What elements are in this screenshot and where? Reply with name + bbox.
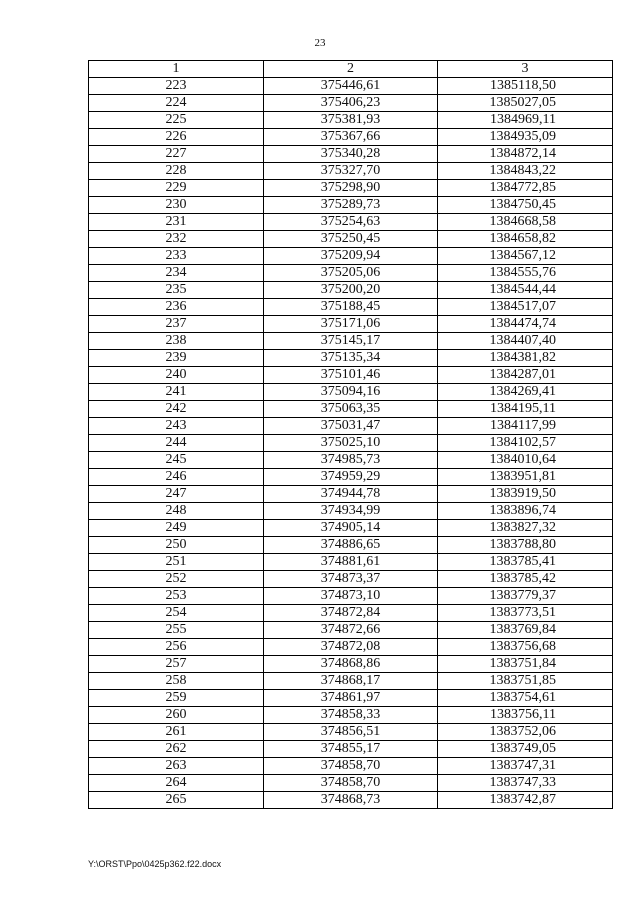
table-row: [89, 129, 613, 146]
point-number-cell: 252: [89, 571, 264, 588]
x-coordinate-cell: 375205,06: [264, 265, 438, 282]
point-number-cell: 246: [89, 469, 264, 486]
table-row: [89, 469, 613, 486]
point-number-cell: 258: [89, 673, 264, 690]
table-row: [89, 163, 613, 180]
x-coordinate-cell: 374881,61: [264, 554, 438, 571]
point-number-cell: 225: [89, 112, 264, 129]
y-coordinate-cell: 1384772,85: [438, 180, 613, 197]
point-number-cell: 247: [89, 486, 264, 503]
y-coordinate-cell: 1385027,05: [438, 95, 613, 112]
table-row: [89, 622, 613, 639]
x-coordinate-cell: 374873,10: [264, 588, 438, 605]
y-coordinate-cell: 1383773,51: [438, 605, 613, 622]
point-number-cell: 224: [89, 95, 264, 112]
point-number-cell: 263: [89, 758, 264, 775]
table-row: [89, 146, 613, 163]
y-coordinate-cell: 1383754,61: [438, 690, 613, 707]
y-coordinate-cell: 1384102,57: [438, 435, 613, 452]
table-row: [89, 554, 613, 571]
x-coordinate-cell: 375406,23: [264, 95, 438, 112]
y-coordinate-cell: 1384544,44: [438, 282, 613, 299]
y-coordinate-cell: 1384658,82: [438, 231, 613, 248]
point-number-cell: 227: [89, 146, 264, 163]
table-row: [89, 333, 613, 350]
point-number-cell: 234: [89, 265, 264, 282]
footer-file-path: Y:\ORST\Ppo\0425p362.f22.docx: [88, 859, 222, 869]
table-row: [89, 452, 613, 469]
y-coordinate-cell: 1384750,45: [438, 197, 613, 214]
point-number-cell: 245: [89, 452, 264, 469]
point-number-cell: 232: [89, 231, 264, 248]
table-row: [89, 673, 613, 690]
x-coordinate-cell: 375340,28: [264, 146, 438, 163]
table-row: [89, 299, 613, 316]
y-coordinate-cell: 1383747,31: [438, 758, 613, 775]
table-row: [89, 112, 613, 129]
point-number-cell: 253: [89, 588, 264, 605]
x-coordinate-cell: 374872,84: [264, 605, 438, 622]
point-number-cell: 241: [89, 384, 264, 401]
x-coordinate-cell: 374858,70: [264, 758, 438, 775]
y-coordinate-cell: 1383779,37: [438, 588, 613, 605]
coordinates-table: [88, 60, 613, 809]
x-coordinate-cell: 375025,10: [264, 435, 438, 452]
x-coordinate-cell: 375171,06: [264, 316, 438, 333]
table-row: [89, 690, 613, 707]
x-coordinate-cell: 375250,45: [264, 231, 438, 248]
column-header-2: 2: [264, 61, 438, 78]
y-coordinate-cell: 1383785,41: [438, 554, 613, 571]
y-coordinate-cell: 1384935,09: [438, 129, 613, 146]
table-row: [89, 367, 613, 384]
x-coordinate-cell: 375367,66: [264, 129, 438, 146]
x-coordinate-cell: 375094,16: [264, 384, 438, 401]
x-coordinate-cell: 375254,63: [264, 214, 438, 231]
y-coordinate-cell: 1383749,05: [438, 741, 613, 758]
x-coordinate-cell: 375200,20: [264, 282, 438, 299]
point-number-cell: 233: [89, 248, 264, 265]
point-number-cell: 255: [89, 622, 264, 639]
y-coordinate-cell: 1383788,80: [438, 537, 613, 554]
table-row: [89, 758, 613, 775]
table-header: [89, 61, 613, 78]
x-coordinate-cell: 374856,51: [264, 724, 438, 741]
point-number-cell: 231: [89, 214, 264, 231]
x-coordinate-cell: 374959,29: [264, 469, 438, 486]
point-number-cell: 235: [89, 282, 264, 299]
table-row: [89, 775, 613, 792]
point-number-cell: 237: [89, 316, 264, 333]
table-row: [89, 418, 613, 435]
point-number-cell: 243: [89, 418, 264, 435]
column-header-3: 3: [438, 61, 613, 78]
y-coordinate-cell: 1384287,01: [438, 367, 613, 384]
point-number-cell: 262: [89, 741, 264, 758]
point-number-cell: 261: [89, 724, 264, 741]
x-coordinate-cell: 374944,78: [264, 486, 438, 503]
y-coordinate-cell: 1383742,87: [438, 792, 613, 809]
table-row: [89, 792, 613, 809]
x-coordinate-cell: 375101,46: [264, 367, 438, 384]
y-coordinate-cell: 1383756,68: [438, 639, 613, 656]
table-row: [89, 78, 613, 95]
y-coordinate-cell: 1384474,74: [438, 316, 613, 333]
y-coordinate-cell: 1383827,32: [438, 520, 613, 537]
y-coordinate-cell: 1383896,74: [438, 503, 613, 520]
point-number-cell: 229: [89, 180, 264, 197]
x-coordinate-cell: 375289,73: [264, 197, 438, 214]
y-coordinate-cell: 1384269,41: [438, 384, 613, 401]
y-coordinate-cell: 1384567,12: [438, 248, 613, 265]
x-coordinate-cell: 374868,73: [264, 792, 438, 809]
table-row: [89, 503, 613, 520]
point-number-cell: 257: [89, 656, 264, 673]
x-coordinate-cell: 375327,70: [264, 163, 438, 180]
point-number-cell: 259: [89, 690, 264, 707]
x-coordinate-cell: 374872,66: [264, 622, 438, 639]
table-body: [89, 78, 613, 809]
page-number: 23: [314, 37, 326, 49]
table-header-row: [89, 61, 613, 78]
table-row: [89, 588, 613, 605]
table-row: [89, 656, 613, 673]
point-number-cell: 228: [89, 163, 264, 180]
table-row: [89, 401, 613, 418]
table-row: [89, 639, 613, 656]
x-coordinate-cell: 375298,90: [264, 180, 438, 197]
x-coordinate-cell: 375063,35: [264, 401, 438, 418]
y-coordinate-cell: 1383769,84: [438, 622, 613, 639]
y-coordinate-cell: 1383751,85: [438, 673, 613, 690]
point-number-cell: 256: [89, 639, 264, 656]
point-number-cell: 242: [89, 401, 264, 418]
x-coordinate-cell: 375145,17: [264, 333, 438, 350]
point-number-cell: 260: [89, 707, 264, 724]
point-number-cell: 244: [89, 435, 264, 452]
y-coordinate-cell: 1384668,58: [438, 214, 613, 231]
y-coordinate-cell: 1383919,50: [438, 486, 613, 503]
y-coordinate-cell: 1384117,99: [438, 418, 613, 435]
point-number-cell: 250: [89, 537, 264, 554]
point-number-cell: 226: [89, 129, 264, 146]
point-number-cell: 238: [89, 333, 264, 350]
x-coordinate-cell: 374858,70: [264, 775, 438, 792]
point-number-cell: 223: [89, 78, 264, 95]
point-number-cell: 254: [89, 605, 264, 622]
x-coordinate-cell: 375209,94: [264, 248, 438, 265]
point-number-cell: 248: [89, 503, 264, 520]
table-row: [89, 707, 613, 724]
point-number-cell: 239: [89, 350, 264, 367]
y-coordinate-cell: 1383747,33: [438, 775, 613, 792]
x-coordinate-cell: 374868,86: [264, 656, 438, 673]
x-coordinate-cell: 374873,37: [264, 571, 438, 588]
y-coordinate-cell: 1385118,50: [438, 78, 613, 95]
y-coordinate-cell: 1383751,84: [438, 656, 613, 673]
point-number-cell: 249: [89, 520, 264, 537]
table-row: [89, 520, 613, 537]
table-row: [89, 95, 613, 112]
table-row: [89, 180, 613, 197]
y-coordinate-cell: 1384872,14: [438, 146, 613, 163]
table-row: [89, 384, 613, 401]
table-row: [89, 248, 613, 265]
table-row: [89, 316, 613, 333]
x-coordinate-cell: 375381,93: [264, 112, 438, 129]
table-row: [89, 282, 613, 299]
x-coordinate-cell: 375188,45: [264, 299, 438, 316]
table-row: [89, 435, 613, 452]
table-row: [89, 537, 613, 554]
x-coordinate-cell: 374934,99: [264, 503, 438, 520]
y-coordinate-cell: 1383756,11: [438, 707, 613, 724]
y-coordinate-cell: 1384517,07: [438, 299, 613, 316]
table-row: [89, 724, 613, 741]
x-coordinate-cell: 374858,33: [264, 707, 438, 724]
y-coordinate-cell: 1384195,11: [438, 401, 613, 418]
table-row: [89, 350, 613, 367]
table-row: [89, 741, 613, 758]
table-row: [89, 231, 613, 248]
x-coordinate-cell: 374905,14: [264, 520, 438, 537]
x-coordinate-cell: 375031,47: [264, 418, 438, 435]
point-number-cell: 264: [89, 775, 264, 792]
point-number-cell: 236: [89, 299, 264, 316]
y-coordinate-cell: 1384407,40: [438, 333, 613, 350]
x-coordinate-cell: 374868,17: [264, 673, 438, 690]
table-row: [89, 265, 613, 282]
point-number-cell: 265: [89, 792, 264, 809]
column-header-1: 1: [89, 61, 264, 78]
point-number-cell: 251: [89, 554, 264, 571]
table-row: [89, 571, 613, 588]
table-row: [89, 486, 613, 503]
x-coordinate-cell: 374886,65: [264, 537, 438, 554]
x-coordinate-cell: 374861,97: [264, 690, 438, 707]
y-coordinate-cell: 1384010,64: [438, 452, 613, 469]
x-coordinate-cell: 375446,61: [264, 78, 438, 95]
y-coordinate-cell: 1384843,22: [438, 163, 613, 180]
y-coordinate-cell: 1383951,81: [438, 469, 613, 486]
table-row: [89, 214, 613, 231]
point-number-cell: 240: [89, 367, 264, 384]
y-coordinate-cell: 1384381,82: [438, 350, 613, 367]
point-number-cell: 230: [89, 197, 264, 214]
table-row: [89, 197, 613, 214]
x-coordinate-cell: 374872,08: [264, 639, 438, 656]
x-coordinate-cell: 375135,34: [264, 350, 438, 367]
y-coordinate-cell: 1383752,06: [438, 724, 613, 741]
y-coordinate-cell: 1384969,11: [438, 112, 613, 129]
table-row: [89, 605, 613, 622]
x-coordinate-cell: 374855,17: [264, 741, 438, 758]
y-coordinate-cell: 1383785,42: [438, 571, 613, 588]
y-coordinate-cell: 1384555,76: [438, 265, 613, 282]
x-coordinate-cell: 374985,73: [264, 452, 438, 469]
